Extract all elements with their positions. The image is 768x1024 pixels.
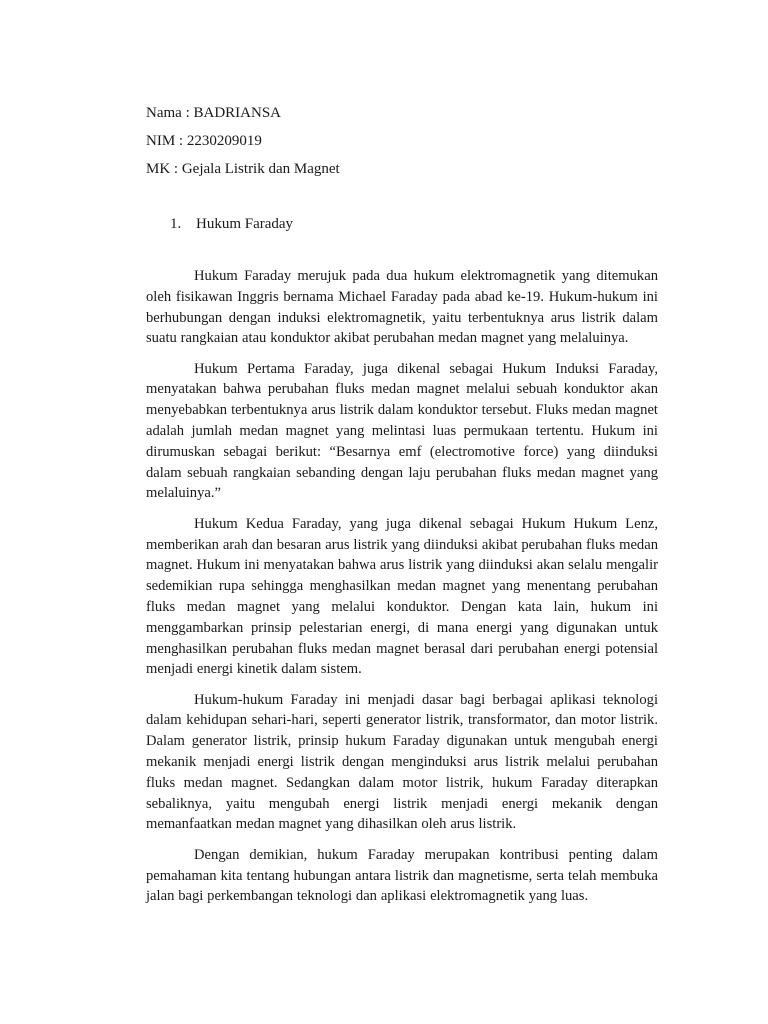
paragraph: Hukum Pertama Faraday, juga dikenal sebagai Hukum Induksi Faraday, menyatakan bahwa perubahan fluks medan magnet melalui sebuah konduktor akan menyebabkan terbentuknya arus listrik dalam konduktor tersebut. Fluks medan magnet adalah jumlah medan magnet yang melintasi luas permukaan tertentu. Hukum ini dirumuskan sebagai berikut: “Besarnya emf (electromotive force) yang diinduksi dalam sebuah rangkaian sebanding dengan laju perubahan fluks medan magnet yang melaluinya.”	[146, 360, 658, 502]
section-heading	[170, 215, 293, 233]
paragraph: Dengan demikian, hukum Faraday merupakan kontribusi penting dalam pemahaman kita tentang hubungan antara listrik dan magnetisme, serta telah membuka jalan bagi perkembangan teknologi dan aplikasi elektromagnetik yang luas.	[146, 846, 658, 905]
section-title: Hukum Faraday	[196, 216, 294, 232]
student-name: Nama : BADRIANSA	[146, 105, 281, 121]
student-nim: NIM : 2230209019	[146, 133, 262, 149]
paragraph: Hukum Kedua Faraday, yang juga dikenal sebagai Hukum Hukum Lenz, memberikan arah dan besaran arus listrik yang diinduksi akibat perubahan fluks medan magnet. Hukum ini menyatakan bahwa arus listrik yang diinduksi akan selalu mengalir sedemikian rupa sehingga menghasilkan medan magnet yang menentang perubahan fluks medan magnet yang melalui konduktor. Dengan kata lain, hukum ini menggambarkan prinsip pelestarian energi, di mana energi yang digunakan untuk menghasilkan perubahan fluks medan magnet berasal dari perubahan energi potensial menjadi energi kinetik dalam sistem.	[146, 515, 658, 678]
body-text	[146, 266, 658, 917]
section-number: 1.	[170, 216, 182, 232]
paragraph: Hukum Faraday merujuk pada dua hukum elektromagnetik yang ditemukan oleh fisikawan Inggris bernama Michael Faraday pada abad ke-19. Hukum-hukum ini berhubungan dengan induksi elektromagnetik, yaitu terbentuknya arus listrik dalam suatu rangkaian atau konduktor akibat perubahan medan magnet yang melaluinya.	[146, 268, 658, 347]
paragraph: Hukum-hukum Faraday ini menjadi dasar bagi berbagai aplikasi teknologi dalam kehidupan sehari-hari, seperti generator listrik, transformator, dan motor listrik. Dalam generator listrik, prinsip hukum Faraday digunakan untuk mengubah energi mekanik menjadi energi listrik dengan menginduksi arus listrik melalui perubahan fluks medan magnet. Sedangkan dalam motor listrik, hukum Faraday diterapkan sebaliknya, yaitu mengubah energi listrik menjadi energi mekanik dengan memanfaatkan medan magnet yang dihasilkan oleh arus listrik.	[146, 691, 658, 833]
course-name: MK : Gejala Listrik dan Magnet	[146, 161, 340, 177]
